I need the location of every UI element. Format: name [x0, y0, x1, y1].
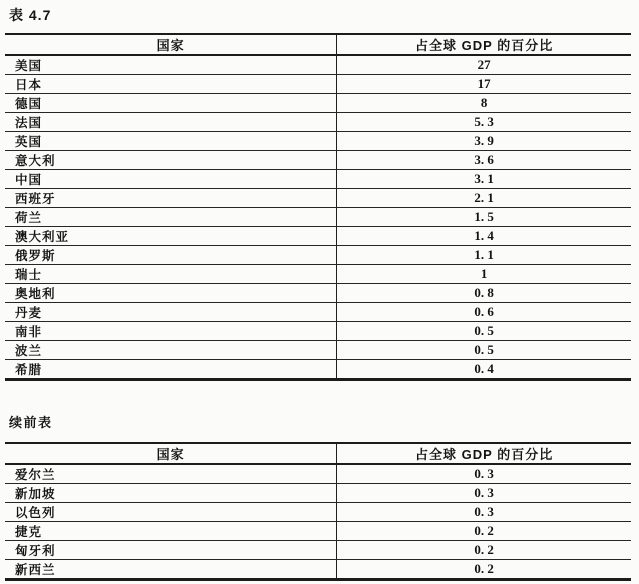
- value-cell: 2. 1: [337, 189, 631, 208]
- table-row: [5, 113, 631, 132]
- country-cell: 奥地利: [5, 284, 337, 303]
- country-cell: 以色列: [5, 503, 337, 522]
- country-cell: 荷兰: [5, 208, 337, 227]
- table-row: [5, 464, 631, 484]
- value-cell: 1. 1: [337, 246, 631, 265]
- country-cell: 意大利: [5, 151, 337, 170]
- header-row: [5, 34, 631, 55]
- table-row: [5, 265, 631, 284]
- column-header-country: 国家: [5, 443, 337, 464]
- value-cell: 8: [337, 94, 631, 113]
- value-cell: 0. 3: [337, 464, 631, 484]
- value-cell: 0. 3: [337, 484, 631, 503]
- country-cell: 英国: [5, 132, 337, 151]
- table-row: [5, 560, 631, 580]
- table-row: [5, 132, 631, 151]
- table-row: [5, 55, 631, 75]
- header-row: [5, 443, 631, 464]
- value-cell: 3. 6: [337, 151, 631, 170]
- country-cell: 法国: [5, 113, 337, 132]
- table-row: [5, 303, 631, 322]
- value-cell: 0. 2: [337, 522, 631, 541]
- country-cell: 美国: [5, 55, 337, 75]
- table-row: [5, 151, 631, 170]
- table-row: [5, 484, 631, 503]
- table-row: [5, 284, 631, 303]
- value-cell: 3. 9: [337, 132, 631, 151]
- table-caption: 表 4.7: [9, 7, 52, 23]
- country-cell: 匈牙利: [5, 541, 337, 560]
- country-cell: 俄罗斯: [5, 246, 337, 265]
- column-header-gdp-share: 占全球 GDP 的百分比: [337, 34, 631, 55]
- country-cell: 日本: [5, 75, 337, 94]
- gdp-table-main: [5, 33, 631, 381]
- continued-table-label: 续前表: [9, 415, 53, 430]
- country-cell: 波兰: [5, 341, 337, 360]
- country-cell: 希腊: [5, 360, 337, 380]
- country-cell: 中国: [5, 170, 337, 189]
- table-row: [5, 94, 631, 113]
- value-cell: 0. 2: [337, 541, 631, 560]
- value-cell: 1: [337, 265, 631, 284]
- table-row: [5, 541, 631, 560]
- table-row: [5, 189, 631, 208]
- country-cell: 澳大利亚: [5, 227, 337, 246]
- table-row: [5, 522, 631, 541]
- value-cell: 0. 6: [337, 303, 631, 322]
- value-cell: 0. 2: [474, 561, 494, 576]
- table-row: [5, 341, 631, 360]
- table-row: [5, 75, 631, 94]
- table-row: [5, 227, 631, 246]
- value-cell: 0. 4: [474, 361, 494, 376]
- value-cell: 0. 8: [337, 284, 631, 303]
- value-cell: 1. 4: [337, 227, 631, 246]
- country-cell: 爱尔兰: [5, 464, 337, 484]
- country-cell: 新西兰: [5, 560, 337, 580]
- country-cell: 德国: [5, 94, 337, 113]
- gdp-table-continued: [5, 442, 631, 581]
- country-cell: 瑞士: [5, 265, 337, 284]
- column-header-gdp-share: 占全球 GDP 的百分比: [337, 443, 631, 464]
- value-cell: 1. 5: [337, 208, 631, 227]
- value-cell: 5. 3: [337, 113, 631, 132]
- column-header-country: 国家: [5, 34, 337, 55]
- table-row: [5, 246, 631, 265]
- table-row: [5, 360, 631, 380]
- country-cell: 新加坡: [5, 484, 337, 503]
- table-row: [5, 322, 631, 341]
- table-row: [5, 208, 631, 227]
- table-row: [5, 170, 631, 189]
- table-row: [5, 503, 631, 522]
- value-cell: 0. 3: [337, 503, 631, 522]
- value-cell: 0. 5: [337, 341, 631, 360]
- country-cell: 捷克: [5, 522, 337, 541]
- value-cell: 0. 5: [337, 322, 631, 341]
- country-cell: 西班牙: [5, 189, 337, 208]
- value-cell: 3. 1: [337, 170, 631, 189]
- country-cell: 丹麦: [5, 303, 337, 322]
- country-cell: 南非: [5, 322, 337, 341]
- value-cell: 17: [337, 75, 631, 94]
- value-cell: 27: [337, 55, 631, 75]
